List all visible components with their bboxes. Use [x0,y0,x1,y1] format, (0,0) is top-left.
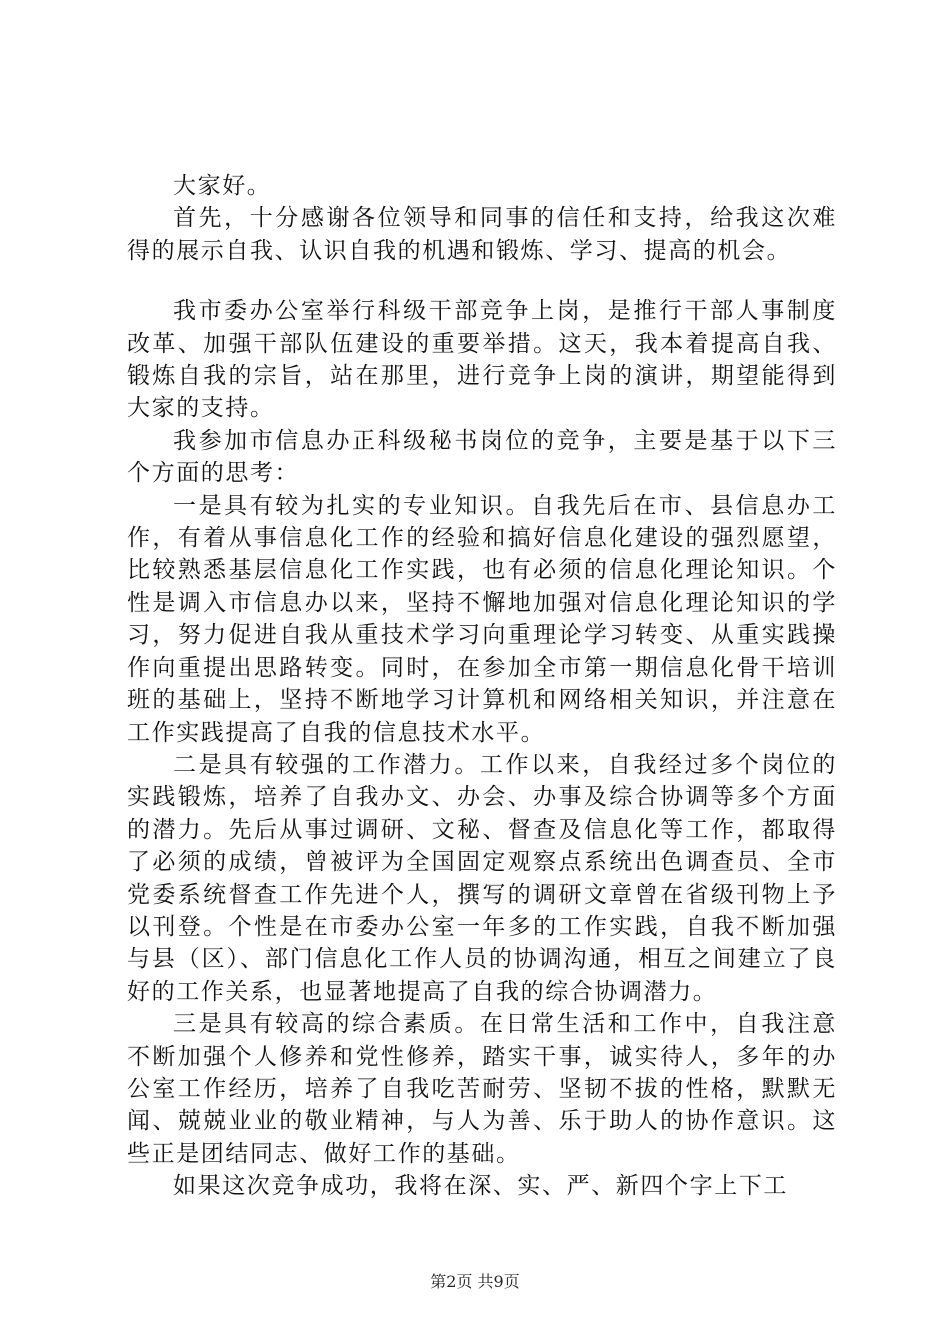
page-number-footer: 第2页 共9页 [430,1272,520,1291]
paragraph-position: 我参加市信息办正科级秘书岗位的竞争，主要是基于以下三个方面的思考： [127,427,837,487]
paragraph-point-three: 三是具有较高的综合素质。在日常生活和工作中，自我注意不断加强个人修养和党性修养，踏实干事，诚实待人，多年的办公室工作经历，培养了自我吃苦耐劳、坚韧不拔的性格，默默无闻、兢兢业业的敬业精神，与人为善、乐于助人的协作意识。这些正是团结同志、做好工作的基础。 [127,1011,837,1167]
document-body [127,170,837,1203]
paragraph-greeting: 大家好。 [173,173,272,199]
paragraph-conclusion: 如果这次竞争成功，我将在深、实、严、新四个字上下工 [173,1173,788,1200]
paragraph-background: 我市委办公室举行科级干部竞争上岗，是推行干部人事制度改革、加强干部队伍建设的重要举措。这天，我本着提高自我、锻炼自我的宗旨，站在那里，进行竞争上岗的演讲，期望能得到大家的支持。 [127,298,837,422]
paragraph-point-two: 二是具有较强的工作潜力。工作以来，自我经过多个岗位的实践锻炼，培养了自我办文、办会、办事及综合协调等多个方面的潜力。先后从事过调研、文秘、督查及信息化等工作，都取得了必须的成绩，曾被评为全国固定观察点系统出色调查员、全市党委系统督查工作先进个人，撰写的调研文章曾在省级刊物上予以刊登。个性是在市委办公室一年多的工作实践，自我不断加强与县（区）、部门信息化工作人员的协调沟通，相互之间建立了良好的工作关系，也显著地提高了自我的综合协调潜力。 [127,751,837,1005]
paragraph-thanks: 首先，十分感谢各位领导和同事的信任和支持，给我这次难得的展示自我、认识自我的机遇和锻炼、学习、提高的机会。 [127,205,837,264]
paragraph-point-one: 一是具有较为扎实的专业知识。自我先后在市、县信息办工作，有着从事信息化工作的经验和搞好信息化建设的强烈愿望，比较熟悉基层信息化工作实践，也有必须的信息化理论知识。个性是调入市信息办以来，坚持不懈地加强对信息化理论知识的学习，努力促进自我从重技术学习向重理论学习转变、从重实践操作向重提出思路转变。同时，在参加全市第一期信息化骨干培训班的基础上，坚持不断地学习计算机和网络相关知识，并注意在工作实践提高了自我的信息技术水平。 [127,492,837,746]
